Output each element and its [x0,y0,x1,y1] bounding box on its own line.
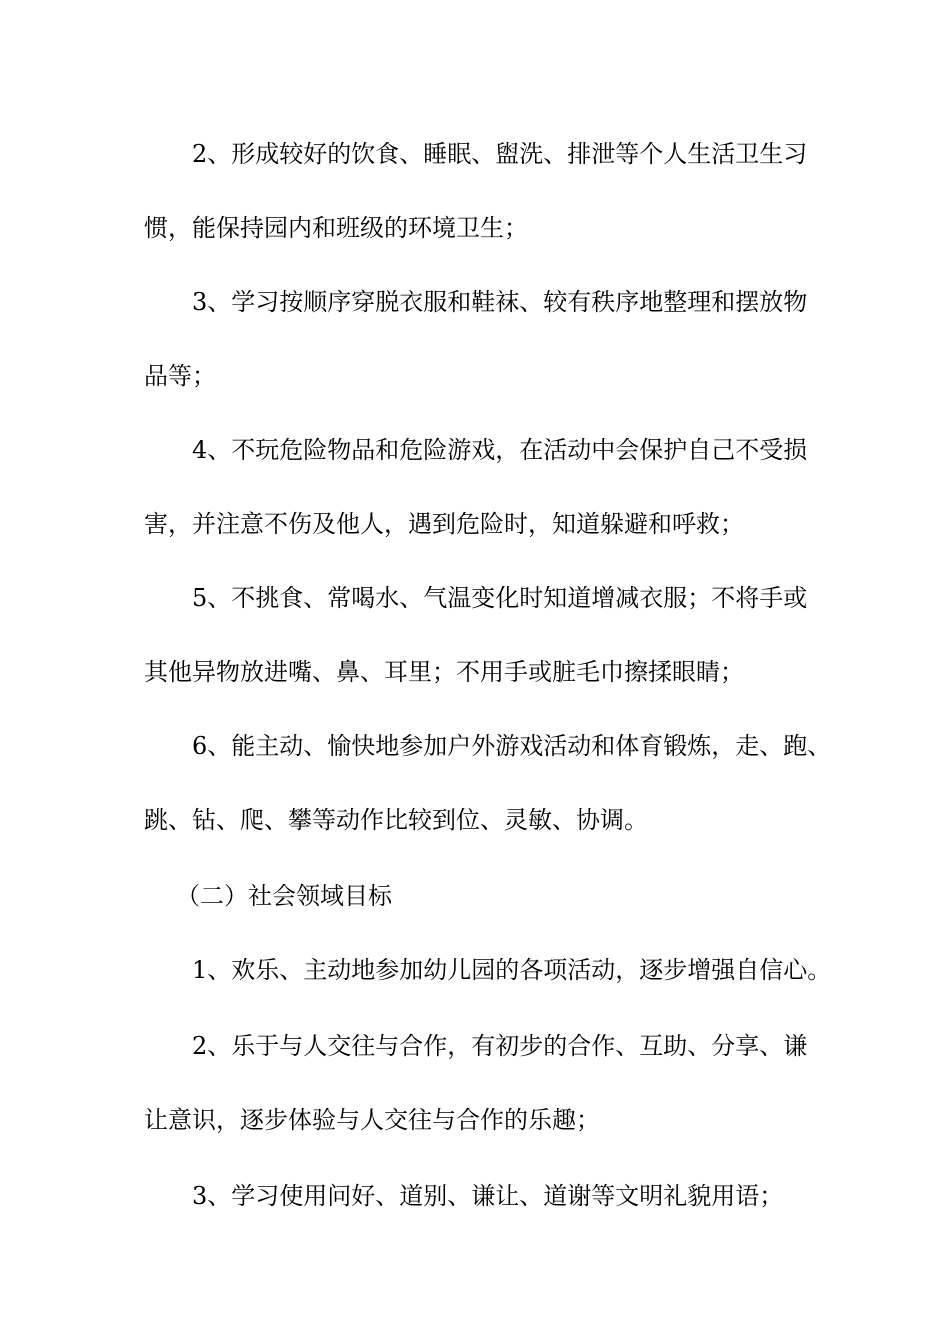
paragraph-line: 品等； [144,362,216,390]
paragraph-line: 害，并注意不伤及他人，遇到危险时，知道躲避和呼救； [144,510,744,538]
paragraph-line: 1、欢乐、主动地参加幼儿园的各项活动，逐步增强自信心。 [192,956,832,984]
paragraph-line: 3、学习按顺序穿脱衣服和鞋袜、较有秩序地整理和摆放物 [192,288,808,316]
paragraph-line: 2、乐于与人交往与合作，有初步的合作、互助、分享、谦 [192,1032,808,1060]
section-heading: （二）社会领域目标 [176,882,392,910]
paragraph-line: 惯，能保持园内和班级的环境卫生； [144,214,528,242]
paragraph-line: 6、能主动、愉快地参加户外游戏活动和体育锻炼，走、跑、 [192,732,832,760]
paragraph-line: 2、形成较好的饮食、睡眠、盥洗、排泄等个人生活卫生习 [192,140,808,168]
paragraph-line: 跳、钻、爬、攀等动作比较到位、灵敏、协调。 [144,806,648,834]
paragraph-line: 4、不玩危险物品和危险游戏，在活动中会保护自己不受损 [192,436,808,464]
paragraph-line: 3、学习使用问好、道别、谦让、道谢等文明礼貌用语； [192,1182,784,1210]
paragraph-line: 5、不挑食、常喝水、气温变化时知道增减衣服；不将手或 [192,584,808,612]
paragraph-line: 让意识，逐步体验与人交往与合作的乐趣； [144,1106,600,1134]
paragraph-line: 其他异物放进嘴、鼻、耳里；不用手或脏毛巾擦揉眼睛； [144,658,744,686]
